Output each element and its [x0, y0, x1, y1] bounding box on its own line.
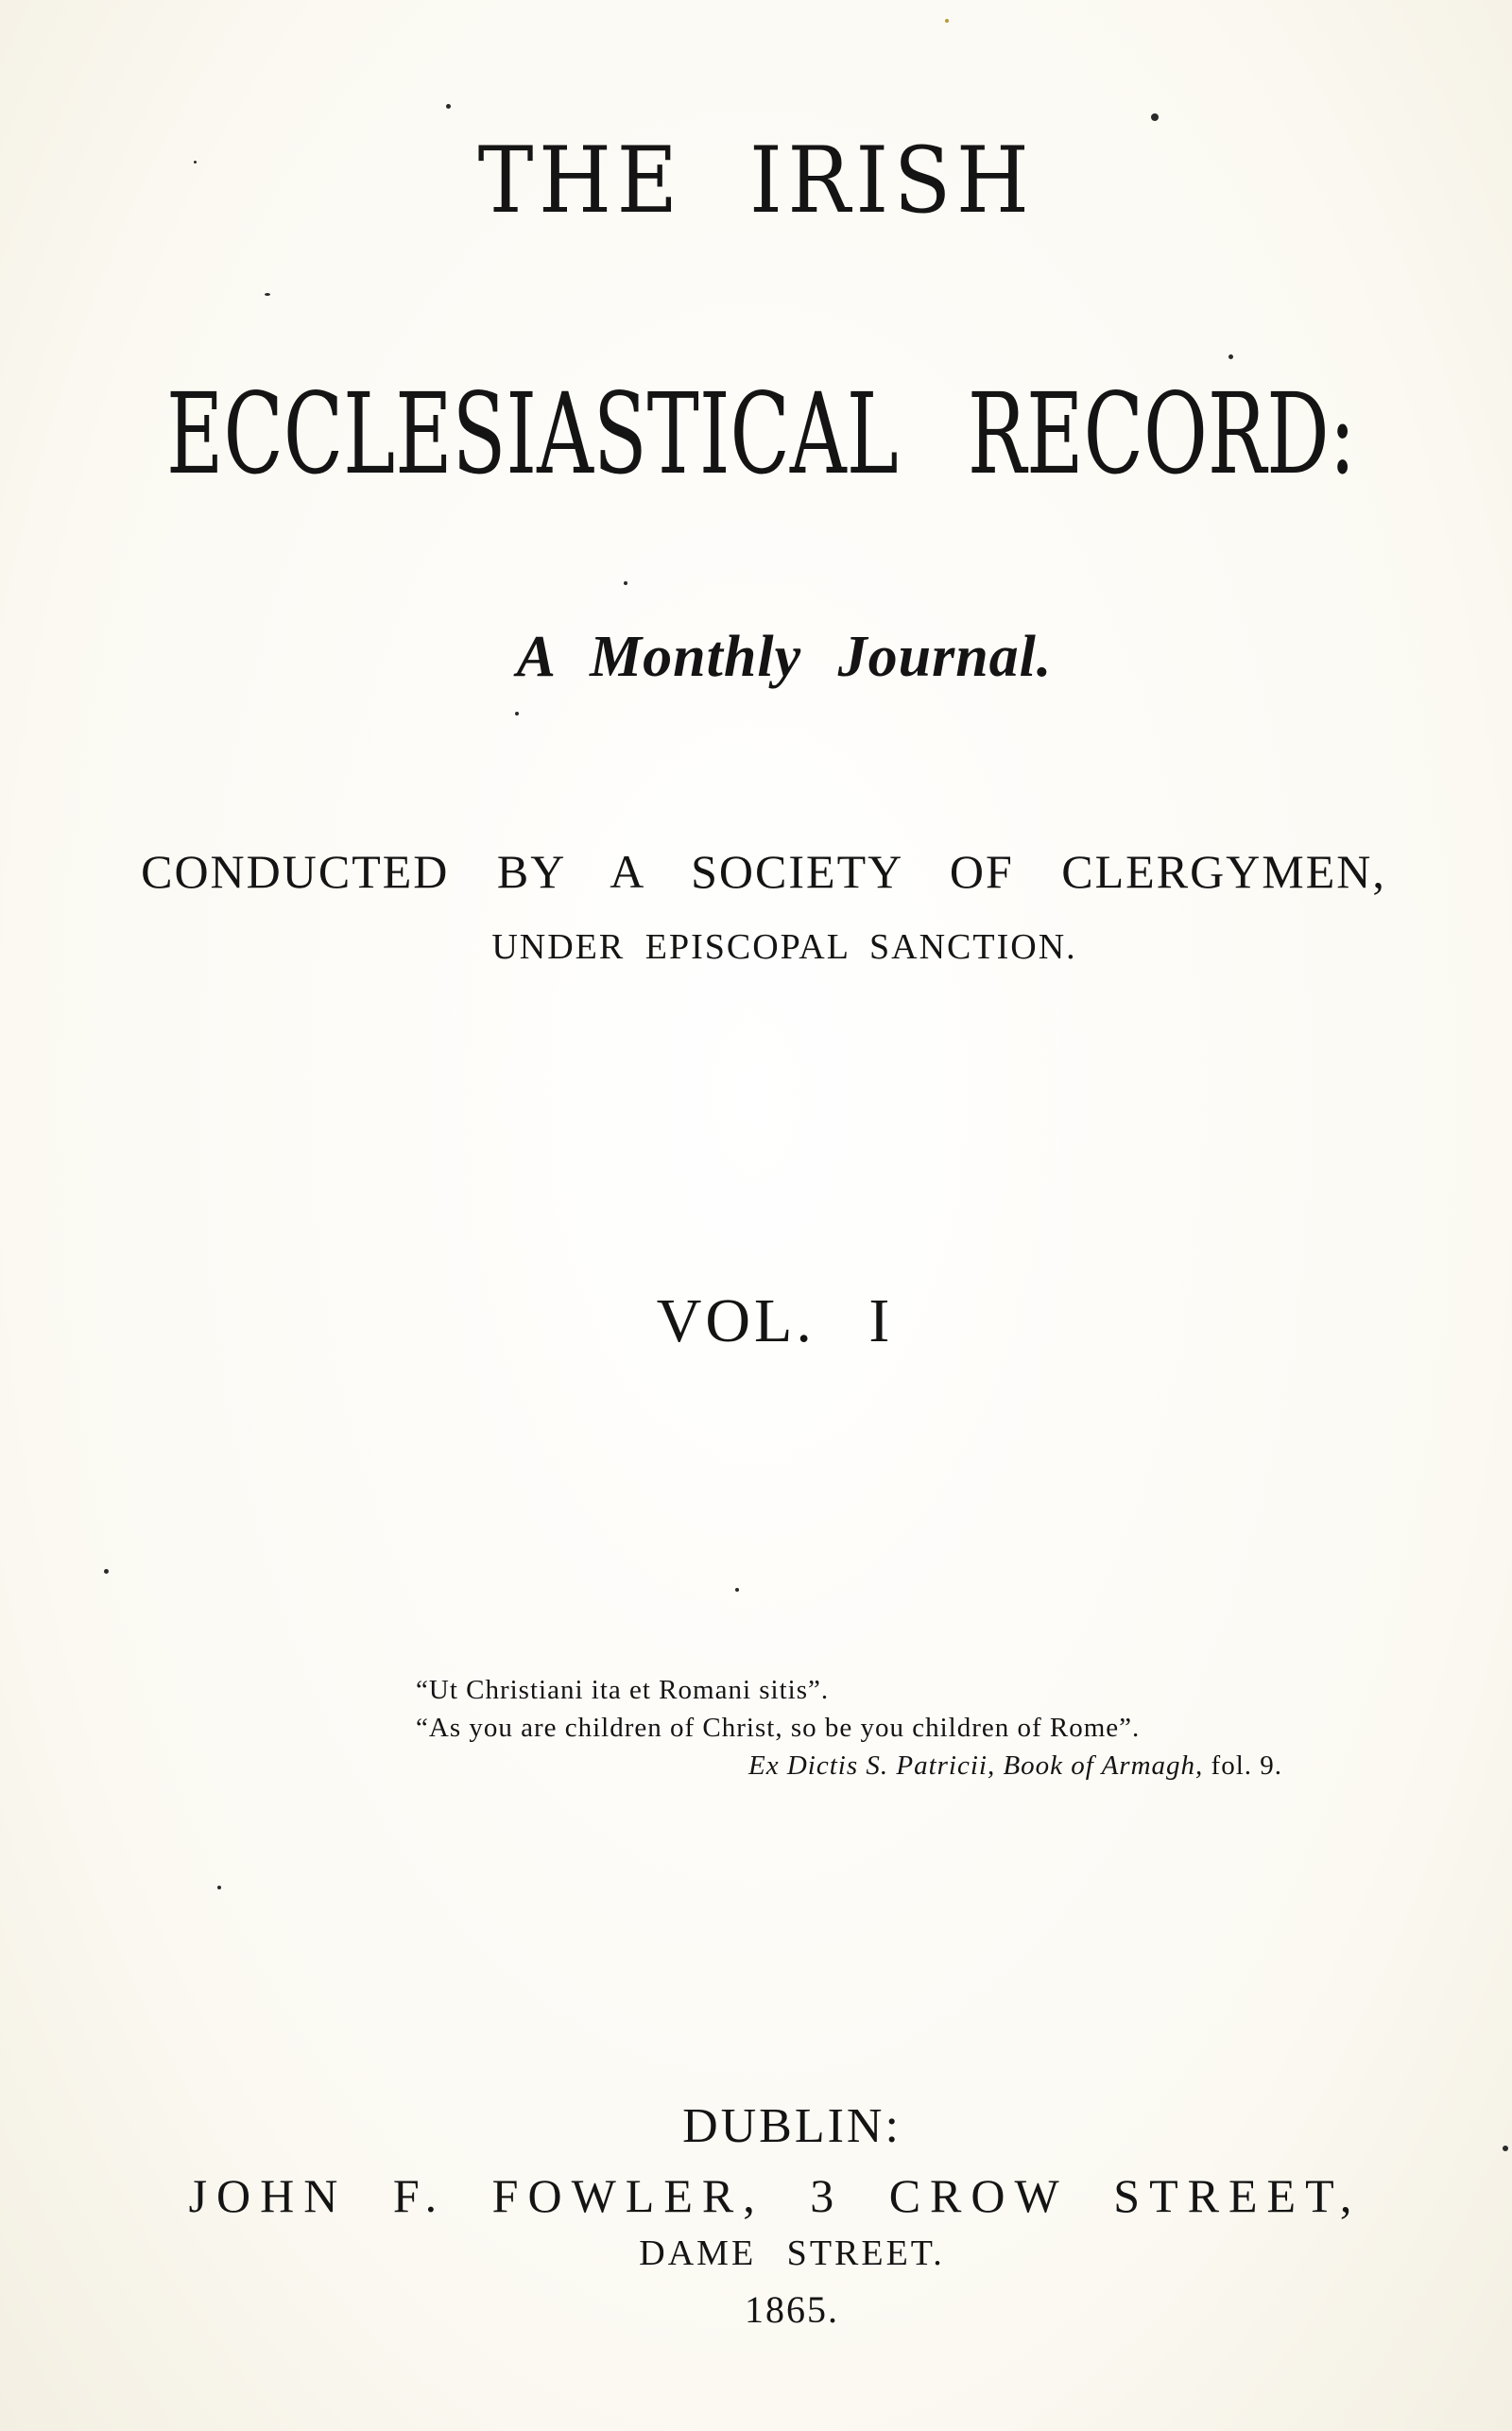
title-line-1: THE IRISH: [477, 128, 1035, 233]
episcopal-sanction: UNDER EPISCOPAL SANCTION.: [491, 927, 1077, 967]
imprint-publisher: JOHN F. FOWLER, 3 CROW STREET,: [188, 2169, 1362, 2222]
paper-speck: [1228, 354, 1233, 359]
paper-speck: [515, 712, 519, 716]
imprint-street: DAME STREET.: [639, 2233, 945, 2273]
subtitle: A Monthly Journal.: [516, 625, 1053, 689]
imprint-year: 1865.: [745, 2288, 839, 2331]
paper-speck: [1503, 2146, 1508, 2151]
conducted-by: CONDUCTED BY A SOCIETY OF CLERGYMEN,: [141, 845, 1386, 898]
paper-speck: [446, 104, 451, 109]
epigraph-source-title: Ex Dictis S. Patricii, Book of Armagh,: [748, 1750, 1204, 1781]
paper-speck: [265, 293, 270, 296]
epigraph-source-folio: fol. 9.: [1211, 1750, 1282, 1781]
paper-speck: [624, 581, 627, 585]
paper-speck: [194, 161, 197, 164]
volume-number: VOL. I: [656, 1286, 894, 1355]
epigraph-latin: “Ut Christiani ita et Romani sitis”.: [416, 1675, 830, 1705]
paper-speck: [217, 1886, 221, 1889]
title-line-2: ECCLESIASTICAL RECORD:: [166, 369, 1356, 499]
epigraph-source: [748, 1750, 1282, 1782]
imprint-city: DUBLIN:: [682, 2099, 902, 2153]
paper-speck: [735, 1588, 739, 1592]
epigraph-english: “As you are children of Christ, so be you children of Rome”.: [416, 1713, 1141, 1743]
paper-speck: [104, 1569, 109, 1574]
paper-speck: [945, 19, 949, 23]
paper-speck: [1151, 113, 1159, 121]
